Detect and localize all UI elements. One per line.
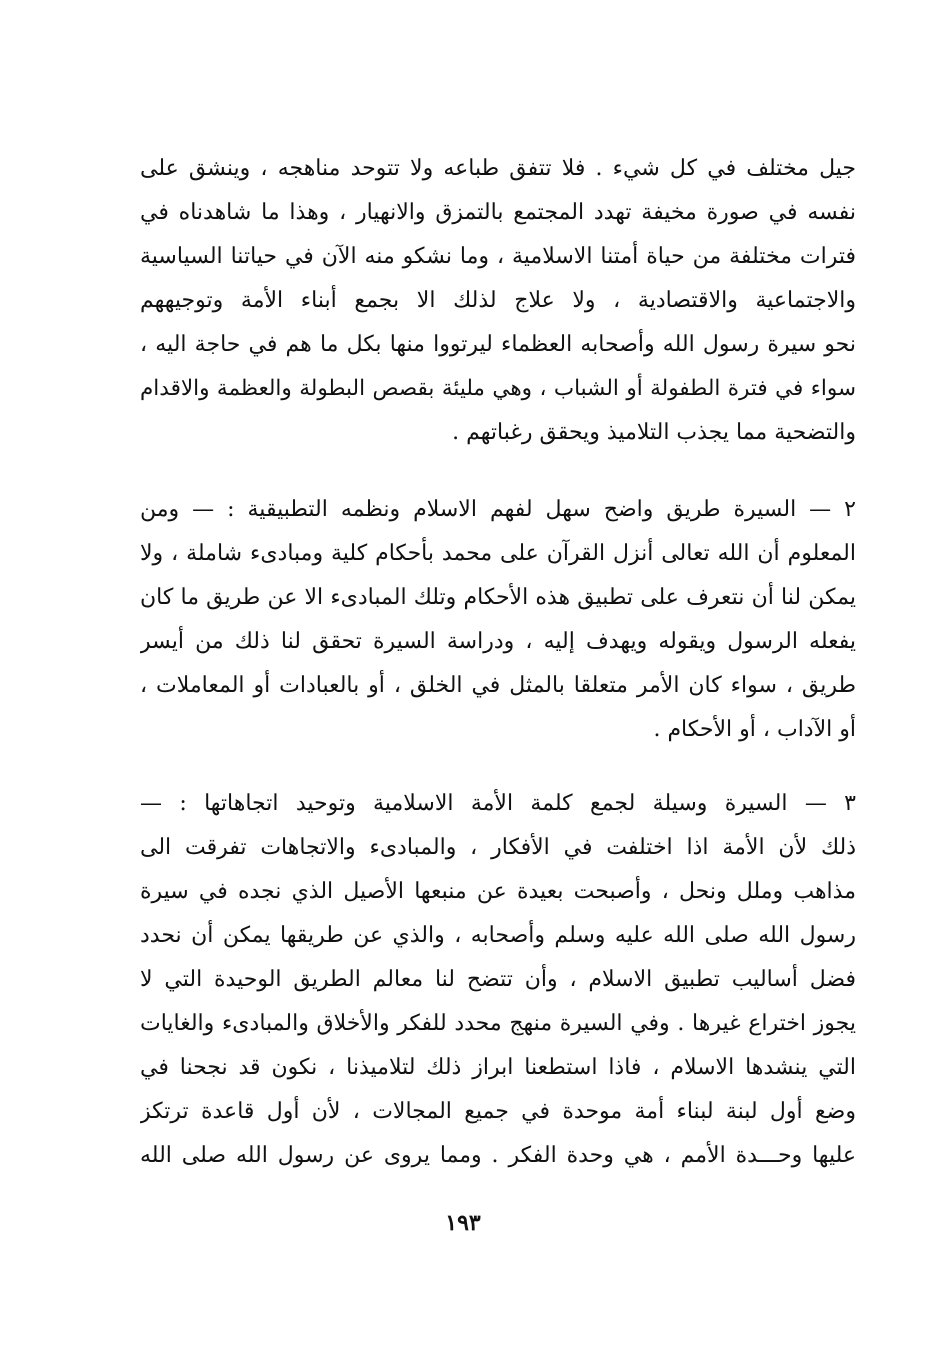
text-line: فضل أساليب تطبيق الاسلام ، وأن تتضح لنا معالم الطريق الوحيدة التي لا [140, 967, 856, 992]
text-line: فترات مختلفة من حياة أمتنا الاسلامية ، وما نشكو منه الآن في حياتنا السياسية [140, 244, 856, 269]
text-line: التي ينشدها الاسلام ، فاذا استطعنا ابراز ذلك لتلاميذنا ، نكون قد نجحنا في [140, 1055, 856, 1080]
text-line: والتضحية مما يجذب التلاميذ ويحقق رغباتهم . [452, 420, 856, 445]
text-line: نفسه في صورة مخيفة تهدد المجتمع بالتمزق والانهيار ، وهذا ما شاهدناه في [140, 200, 856, 225]
text-line: ٢ — السيرة طريق واضح سهل لفهم الاسلام ونظمه التطبيقية : — ومن [140, 497, 856, 522]
text-line: يفعله الرسول ويقوله ويهدف إليه ، ودراسة السيرة تحقق لنا ذلك من أيسر [140, 629, 856, 654]
paragraph-2 [140, 488, 856, 752]
text-line: وضع أول لبنة لبناء أمة موحدة في جميع المجالات ، لأن أول قاعدة ترتكز [140, 1099, 856, 1124]
text-line: جيل مختلف في كل شيء . فلا تتفق طباعه ولا تتوحد مناهجه ، وينشق على [140, 156, 856, 181]
text-line: رسول الله صلى الله عليه وسلم وأصحابه ، والذي عن طريقها يمكن أن نحدد [140, 923, 856, 948]
text-line: يجوز اختراع غيرها . وفي السيرة منهج محدد للفكر والأخلاق والمبادىء والغايات [140, 1011, 856, 1036]
text-line: ٣ — السيرة وسيلة لجمع كلمة الأمة الاسلامية وتوحيد اتجاهاتها : — [140, 791, 856, 816]
text-line: مذاهب وملل ونحل ، وأصبحت بعيدة عن منبعها الأصيل الذي نجده في سيرة [140, 879, 856, 904]
page-number: ١٩٣ [445, 1210, 481, 1236]
text-line: أو الآداب ، أو الأحكام . [653, 717, 856, 742]
text-line: والاجتماعية والاقتصادية ، ولا علاج لذلك الا بجمع أبناء الأمة وتوجيههم [140, 288, 856, 313]
text-line: يمكن لنا أن نتعرف على تطبيق هذه الأحكام وتلك المبادىء الا عن طريق ما كان [140, 585, 856, 610]
text-line: ذلك لأن الأمة اذا اختلفت في الأفكار ، والمبادىء والاتجاهات تفرقت الى [140, 835, 856, 860]
paragraph-1 [140, 147, 856, 455]
text-line: المعلوم أن الله تعالى أنزل القرآن على محمد بأحكام كلية ومبادىء شاملة ، ولا [140, 541, 856, 566]
text-line: نحو سيرة رسول الله وأصحابه العظماء ليرتووا منها بكل ما هم في حاجة اليه ، [140, 332, 856, 357]
text-line: سواء في فترة الطفولة أو الشباب ، وهي مليئة بقصص البطولة والعظمة والاقدام [140, 376, 856, 401]
paragraph-3 [140, 782, 856, 1178]
text-line: عليها وحـــدة الأمم ، هي وحدة الفكر . ومما يروى عن رسول الله صلى الله [140, 1143, 856, 1168]
text-line: طريق ، سواء كان الأمر متعلقا بالمثل في الخلق ، أو بالعبادات أو المعاملات ، [140, 673, 856, 698]
